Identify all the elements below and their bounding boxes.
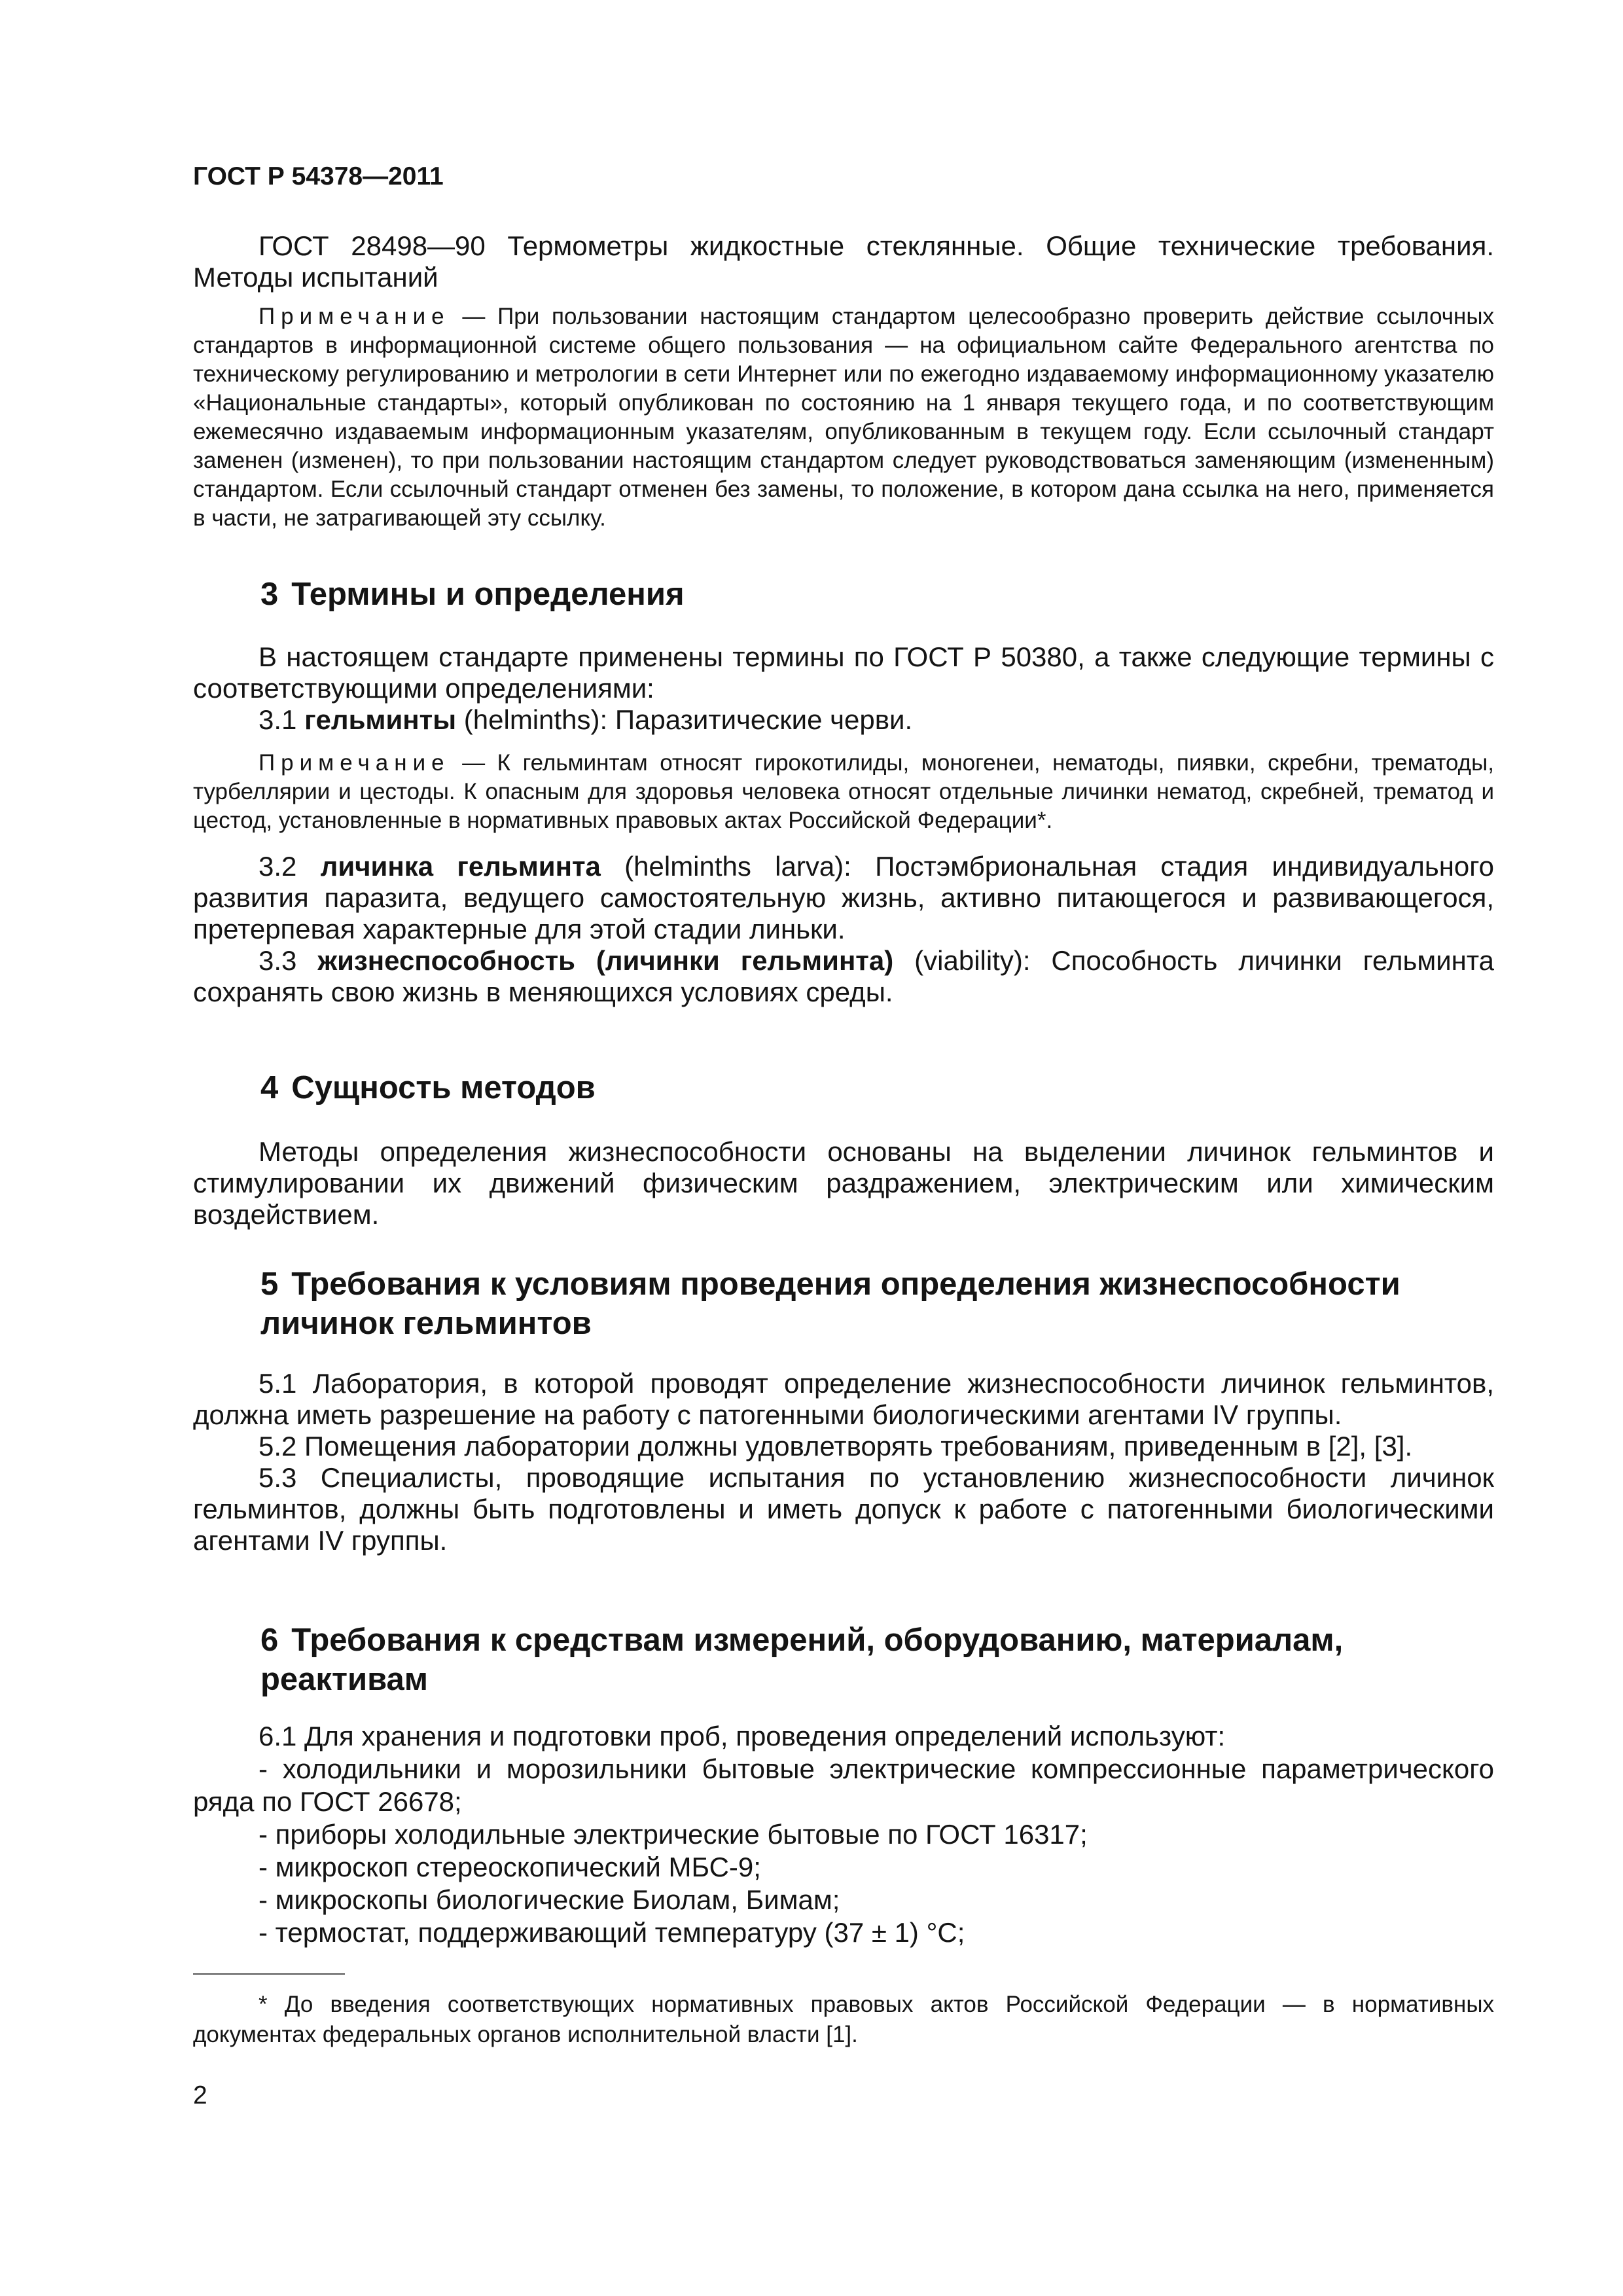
section-3-title: Термины и определения — [291, 577, 685, 612]
section-3-number: 3 — [260, 577, 279, 612]
section-3-intro: В настоящем стандарте применены термины по ГОСТ Р 50380, а также следующие термины с соответствующими определениями: — [193, 641, 1494, 704]
page-number: 2 — [193, 2081, 207, 2109]
equipment-item: - холодильники и морозильники бытовые электрические компрессионные параметрического ряда по ГОСТ 26678; — [193, 1753, 1494, 1817]
note-label: Примечание — [259, 750, 450, 776]
section-4-number: 4 — [260, 1070, 279, 1105]
standard-header: ГОСТ Р 54378—2011 — [193, 162, 444, 190]
section-6-body — [193, 1720, 1494, 1949]
term-3-3 — [193, 945, 1494, 1008]
reference-gost-28498: ГОСТ 28498—90 Термометры жидкостные стеклянные. Общие технические требования. Методы испытаний — [193, 230, 1494, 293]
note-text: — При пользовании настоящим стандартом целесообразно проверить действие ссылочных стандартов в информационной системе общего пользования — на официальном сайте Федерального агентства по техническому регулированию и метрологии в сети Интернет или по ежегодно издаваемому информационному указателю «Национальные стандарты», который опубликован по состоянию на 1 января текущего года, и по соответствующим ежемесячно издаваемым информационным указателям, опубликованным в текущем году. Если ссылочный стандарт заменен (изменен), то при пользовании настоящим стандартом следует руководствоваться заменяющим (измененным) стандартом. Если ссылочный стандарт отменен без замены, то положение, в котором дана ссылка на него, применяется в части, не затрагивающей эту ссылку. — [193, 304, 1494, 531]
footnote-separator — [193, 1973, 345, 1975]
paragraph-5-3: 5.3 Специалисты, проводящие испытания по установлению жизнеспособности личинок гельминтов, должны быть подготовлены и иметь допуск к работе с патогенными биологическими агентами IV группы. — [193, 1462, 1494, 1556]
equipment-item: - микроскоп стереоскопический МБС-9; — [259, 1852, 761, 1882]
section-3-body — [193, 641, 1494, 736]
term-3-3-num: 3.3 — [259, 945, 297, 976]
section-6-heading — [260, 1621, 1491, 1699]
term-3-1-term: гельминты — [304, 704, 457, 735]
note-label: Примечание — [259, 304, 450, 329]
paragraph-6-1: 6.1 Для хранения и подготовки проб, проведения определений используют: — [259, 1721, 1226, 1751]
term-3-1-definition: (helminths): Паразитические черви. — [456, 704, 913, 735]
section-5-number: 5 — [260, 1266, 279, 1302]
equipment-item: - микроскопы биологические Биолам, Бимам; — [259, 1884, 840, 1915]
section-4-title: Сущность методов — [291, 1070, 596, 1105]
term-3-1 — [193, 704, 1494, 736]
note-helminths — [193, 749, 1494, 835]
term-3-2-term: личинка гельминта — [320, 851, 601, 882]
section-6-title: Требования к средствам измерений, оборудованию, материалам, реактивам — [260, 1623, 1344, 1697]
note-text: — К гельминтам относят гирокотилиды, моногенеи, нематоды, пиявки, скребни, трематоды, турбеллярии и цестоды. К опасным для здоровья человека относят отдельные личинки нематод, скребней, трематод и цестод, установленные в нормативных правовых актах Российской Федерации*. — [193, 750, 1494, 833]
equipment-item: - термостат, поддерживающий температуру (37 ± 1) °С; — [259, 1917, 965, 1948]
term-3-3-definition: (viability): Способность личинки гельминта сохранять свою жизнь в меняющихся условиях среды. — [193, 945, 1495, 1007]
section-5-title: Требования к условиям проведения определения жизнеспособности личинок гельминтов — [260, 1266, 1400, 1341]
section-3-heading — [260, 575, 1491, 614]
term-3-2 — [193, 851, 1494, 945]
paragraph-5-1: 5.1 Лаборатория, в которой проводят определение жизнеспособности личинок гельминтов, должна иметь разрешение на работу с патогенными биологическими агентами IV группы. — [193, 1368, 1494, 1430]
equipment-item: - приборы холодильные электрические бытовые по ГОСТ 16317; — [259, 1819, 1088, 1850]
note-normative-references — [193, 302, 1494, 533]
term-3-3-term: жизнеспособность (личинки гельминта) — [317, 945, 894, 976]
paragraph-5-2: 5.2 Помещения лаборатории должны удовлетворять требованиям, приведенным в [2], [3]. — [259, 1431, 1413, 1462]
term-3-1-num: 3.1 — [259, 704, 297, 735]
footnote: * До введения соответствующих нормативных правовых актов Российской Федерации — в нормативных документах федеральных органов исполнительной власти [1]. — [193, 1992, 1494, 2047]
term-3-2-definition: (helminths larva): Постэмбриональная стадия индивидуального развития паразита, ведущего самостоятельную жизнь, активно питающегося и развивающегося, претерпевая характерные для этой стадии линьки. — [193, 851, 1495, 944]
term-3-2-num: 3.2 — [259, 851, 297, 882]
section-6-number: 6 — [260, 1623, 279, 1658]
section-3-terms — [193, 851, 1494, 1008]
section-4-text: Методы определения жизнеспособности основаны на выделении личинок гельминтов и стимулировании их движений физическим раздражением, электрическим или химическим воздействием. — [193, 1136, 1494, 1230]
section-5-heading — [260, 1265, 1491, 1343]
section-4-heading — [260, 1068, 1491, 1107]
section-5-body — [193, 1368, 1494, 1556]
